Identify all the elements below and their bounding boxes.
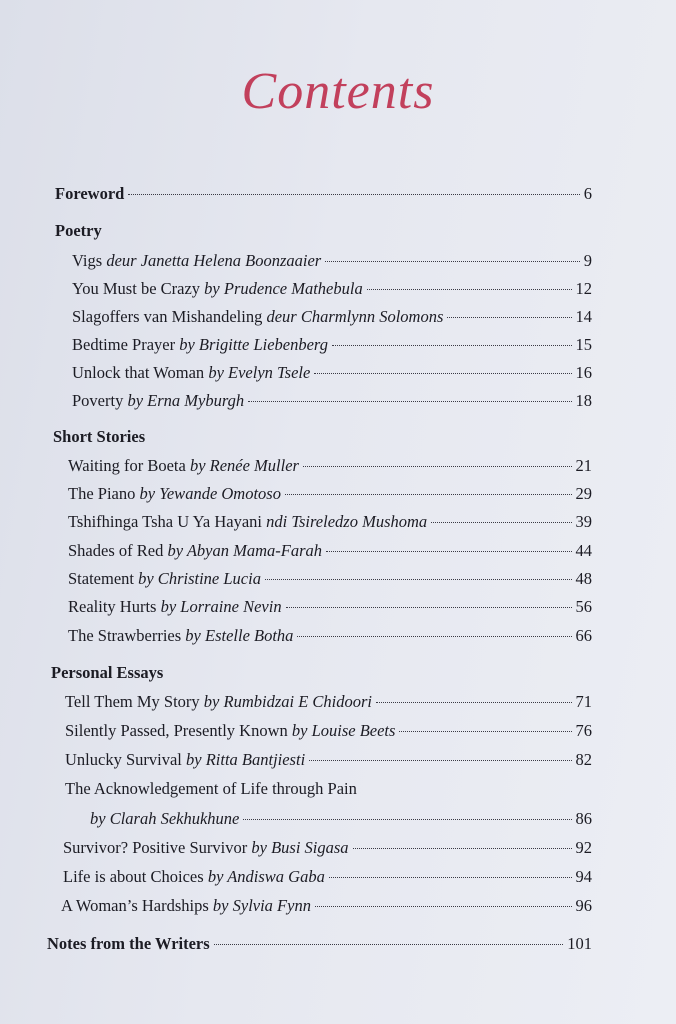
leader-dots	[314, 373, 571, 374]
toc-author: by Brigitte Liebenberg	[179, 335, 328, 354]
page-number: 94	[575, 867, 592, 886]
page-number: 101	[567, 934, 592, 953]
page-title: Contents	[241, 63, 435, 120]
toc-entry[interactable]	[63, 838, 592, 858]
leader-dots	[243, 819, 571, 820]
toc-author: by Clarah Sekhukhune	[90, 809, 240, 828]
toc-title: The Strawberries	[68, 626, 182, 645]
toc-title: Waiting for Boeta	[68, 456, 186, 475]
toc-title: Slagoffers van Mishandeling	[72, 307, 263, 326]
toc-title: Unlucky Survival	[65, 750, 182, 769]
toc-author: deur Janetta Helena Boonzaaier	[106, 251, 322, 270]
toc-author: by Lorraine Nevin	[160, 597, 282, 616]
toc-title: Bedtime Prayer	[72, 335, 176, 354]
leader-dots	[214, 944, 564, 945]
page-number: 12	[575, 279, 592, 298]
toc-title: Survivor? Positive Survivor	[63, 838, 248, 857]
page-number: 16	[575, 363, 592, 382]
leader-dots	[128, 194, 579, 195]
toc-title: Foreword	[55, 184, 125, 203]
toc-title: Notes from the Writers	[47, 934, 210, 953]
toc-entry[interactable]	[72, 391, 592, 411]
toc-notes[interactable]	[47, 934, 592, 954]
leader-dots	[326, 551, 571, 552]
leader-dots	[431, 522, 571, 523]
leader-dots	[332, 345, 572, 346]
toc-entry[interactable]	[90, 809, 592, 829]
page-number: 66	[575, 626, 592, 645]
toc-author: by Prudence Mathebula	[204, 279, 363, 298]
page-number: 96	[575, 896, 592, 915]
page-number: 71	[575, 692, 592, 711]
toc-entry[interactable]	[68, 626, 592, 646]
page-number: 15	[575, 335, 592, 354]
toc-title: Vigs	[72, 251, 103, 270]
toc-entry[interactable]	[72, 251, 592, 271]
toc-title: Unlock that Woman	[72, 363, 205, 382]
page-number: 21	[575, 456, 592, 475]
toc-author: by Christine Lucia	[138, 569, 261, 588]
toc-title: Reality Hurts	[68, 597, 157, 616]
toc-title: A Woman’s Hardships	[61, 896, 209, 915]
leader-dots	[248, 401, 571, 402]
page-number: 29	[575, 484, 592, 503]
toc-entry[interactable]	[72, 307, 592, 327]
page-number: 48	[575, 569, 592, 588]
toc-author: by Yewande Omotoso	[139, 484, 281, 503]
toc-entry[interactable]	[63, 867, 592, 887]
page-number: 92	[575, 838, 592, 857]
toc-author: by Sylvia Fynn	[212, 896, 311, 915]
toc-title: Tshifhinga Tsha U Ya Hayani	[68, 512, 262, 531]
toc-author: by Ritta Bantjiesti	[186, 750, 306, 769]
toc-author: deur Charmlynn Solomons	[266, 307, 444, 326]
toc-entry[interactable]	[68, 541, 592, 561]
leader-dots	[286, 607, 572, 608]
toc-author: ndi Tsireledzo Mushoma	[266, 512, 428, 531]
page-number: 56	[575, 597, 592, 616]
toc-title: The Acknowledgement of Life through Pain	[65, 779, 357, 798]
toc-author: by Rumbidzai E Chidoori	[203, 692, 373, 711]
toc-entry[interactable]	[68, 597, 592, 617]
toc-entry[interactable]	[68, 484, 592, 504]
toc-title: Statement	[68, 569, 134, 588]
leader-dots	[399, 731, 571, 732]
leader-dots	[325, 261, 580, 262]
page-number: 9	[583, 251, 592, 270]
toc-author: by Renée Muller	[189, 456, 299, 475]
page-number: 76	[575, 721, 592, 740]
leader-dots	[297, 636, 571, 637]
toc-title: Silently Passed, Presently Known	[65, 721, 288, 740]
toc-entry[interactable]	[61, 896, 592, 916]
toc-entry[interactable]	[72, 279, 592, 299]
toc-title: Life is about Choices	[63, 867, 204, 886]
leader-dots	[265, 579, 572, 580]
leader-dots	[329, 877, 572, 878]
toc-title: The Piano	[68, 484, 136, 503]
leader-dots	[309, 760, 571, 761]
toc-entry[interactable]	[65, 692, 592, 712]
leader-dots	[376, 702, 571, 703]
toc-author: by Erna Myburgh	[127, 391, 245, 410]
toc-author: by Busi Sigasa	[251, 838, 349, 857]
toc-entry-title-line[interactable]	[65, 779, 357, 799]
page-number: 39	[575, 512, 592, 531]
toc-author: by Estelle Botha	[185, 626, 294, 645]
leader-dots	[353, 848, 572, 849]
section-heading-personal-essays: Personal Essays	[51, 663, 164, 682]
toc-entry[interactable]	[65, 721, 592, 741]
leader-dots	[315, 906, 572, 907]
toc-title: Tell Them My Story	[65, 692, 200, 711]
toc-entry[interactable]	[68, 512, 592, 532]
leader-dots	[447, 317, 571, 318]
leader-dots	[367, 289, 572, 290]
toc-title: Shades of Red	[68, 541, 164, 560]
leader-dots	[303, 466, 572, 467]
page-number: 18	[575, 391, 592, 410]
page-number: 86	[575, 809, 592, 828]
toc-author: by Louise Beets	[291, 721, 396, 740]
toc-entry[interactable]	[68, 569, 592, 589]
toc-entry[interactable]	[72, 363, 592, 383]
leader-dots	[285, 494, 572, 495]
page-number: 14	[575, 307, 592, 326]
section-heading-poetry: Poetry	[55, 221, 102, 240]
toc-foreword[interactable]	[55, 184, 592, 204]
toc-entry[interactable]	[65, 750, 592, 770]
toc-title: You Must be Crazy	[72, 279, 201, 298]
section-heading-short-stories: Short Stories	[53, 427, 146, 446]
toc-author: by Andiswa Gaba	[207, 867, 325, 886]
toc-title: Poverty	[72, 391, 124, 410]
toc-entry[interactable]	[72, 335, 592, 355]
page-number: 6	[583, 184, 592, 203]
toc-author: by Abyan Mama-Farah	[167, 541, 323, 560]
toc-author: by Evelyn Tsele	[208, 363, 311, 382]
page-number: 44	[575, 541, 592, 560]
page-number: 82	[575, 750, 592, 769]
toc-entry[interactable]	[68, 456, 592, 476]
